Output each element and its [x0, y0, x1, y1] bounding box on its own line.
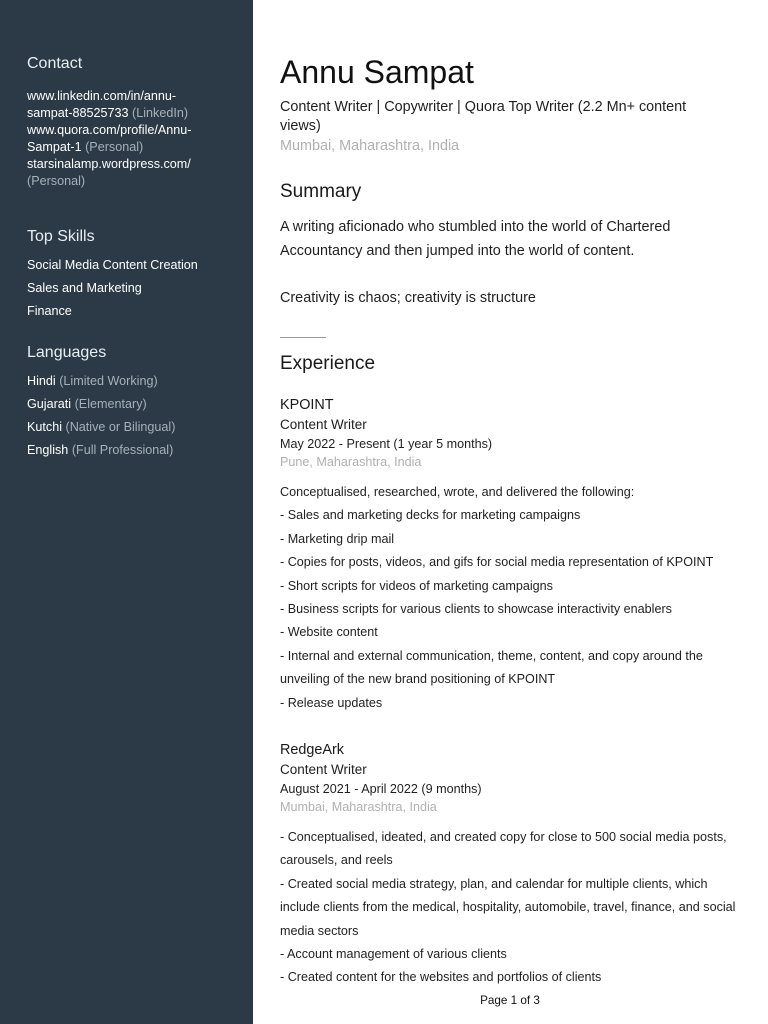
language-item: [27, 370, 239, 393]
language-name: Gujarati: [27, 397, 72, 411]
language-name: English: [27, 443, 69, 457]
job-role: Content Writer: [280, 762, 367, 777]
skills-list: [27, 254, 239, 323]
job-bullet: - Marketing drip mail: [280, 531, 395, 546]
job-role: Content Writer: [280, 417, 367, 432]
job-location: Pune, Maharashtra, India: [280, 455, 422, 469]
contact-line[interactable]: sampat-88525733 (LinkedIn): [27, 106, 189, 120]
job-bullets: [280, 826, 742, 990]
contact-line: [27, 173, 239, 190]
contact-note: (LinkedIn): [132, 106, 189, 120]
skills-section: [27, 227, 239, 323]
skill-item: Social Media Content Creation: [27, 258, 198, 272]
job-entry: [280, 395, 742, 715]
contact-line[interactable]: Sampat-1 (Personal): [27, 140, 144, 154]
headline: Content Writer | Copywriter | Quora Top Writer (2.2 Mn+ content views): [280, 99, 687, 134]
sidebar: [0, 0, 253, 1024]
job-dates: May 2022 - Present (1 year 5 months): [280, 437, 493, 451]
summary-text: [280, 216, 730, 310]
skill-item: Sales and Marketing: [27, 281, 142, 295]
job-bullet: - Sales and marketing decks for marketing campaigns: [280, 508, 581, 523]
contact-note: (Personal): [27, 174, 86, 188]
job-bullet: - Created content for the websites and portfolios of clients: [280, 970, 602, 985]
job-bullet: - Conceptualised, ideated, and created copy for close to 500 social media posts, carousels, and reels: [280, 830, 727, 868]
job-bullet: Conceptualised, researched, wrote, and delivered the following:: [280, 485, 635, 499]
language-level: (Limited Working): [59, 374, 158, 388]
job-bullet: - Release updates: [280, 695, 383, 710]
job-bullet: - Business scripts for various clients to showcase interactivity enablers: [280, 602, 672, 617]
experience-title: Experience: [280, 353, 376, 374]
language-item: [27, 416, 239, 439]
language-name: Kutchi: [27, 420, 63, 434]
language-item: [27, 439, 239, 462]
job-bullet: - Internal and external communication, theme, content, and copy around the unveiling of the new brand positioning of KPOINT: [280, 648, 703, 687]
language-item: [27, 393, 239, 416]
page-number: Page 1 of 3: [480, 994, 540, 1007]
section-divider: [280, 337, 326, 338]
job-bullet: - Account management of various clients: [280, 947, 507, 962]
languages-section: [27, 343, 239, 462]
location: Mumbai, Maharashtra, India: [280, 138, 460, 154]
contact-line[interactable]: www.quora.com/profile/Annu-: [27, 123, 192, 137]
job-bullet: - Website content: [280, 625, 378, 640]
contact-line[interactable]: www.linkedin.com/in/annu-: [27, 89, 177, 103]
languages-heading: Languages: [27, 344, 107, 361]
job-location: Mumbai, Maharashtra, India: [280, 800, 437, 814]
summary-title: Summary: [280, 181, 362, 202]
job-bullet: - Copies for posts, videos, and gifs for social media representation of KPOINT: [280, 555, 714, 570]
skills-heading: Top Skills: [27, 228, 95, 245]
job-bullet: - Short scripts for videos of marketing campaigns: [280, 578, 553, 593]
language-level: (Native or Bilingual): [65, 420, 176, 434]
language-level: (Elementary): [74, 397, 147, 411]
job-entry: [280, 740, 742, 990]
contact-section: [27, 54, 239, 190]
language-level: (Full Professional): [71, 443, 174, 457]
skill-item: Finance: [27, 304, 72, 318]
language-name: Hindi: [27, 374, 56, 388]
summary-paragraph: A writing aficionado who stumbled into the world of Chartered Accountancy and then jumped into the world of content.: [280, 219, 671, 259]
person-name: Annu Sampat: [280, 54, 474, 90]
contact-heading: Contact: [27, 55, 83, 72]
job-bullets: [280, 481, 742, 715]
job-dates: August 2021 - April 2022 (9 months): [280, 782, 482, 796]
contact-list: [27, 88, 239, 190]
languages-list: [27, 370, 239, 462]
company-name: KPOINT: [280, 397, 334, 413]
contact-note: (Personal): [85, 140, 144, 154]
contact-line[interactable]: starsinalamp.wordpress.com/: [27, 157, 191, 171]
summary-paragraph: Creativity is chaos; creativity is structure: [280, 289, 536, 306]
company-name: RedgeArk: [280, 742, 344, 758]
job-bullet: - Created social media strategy, plan, and calendar for multiple clients, which include clients from the medical, hospitality, automobile, travel, finance, and social media sectors: [280, 876, 736, 938]
